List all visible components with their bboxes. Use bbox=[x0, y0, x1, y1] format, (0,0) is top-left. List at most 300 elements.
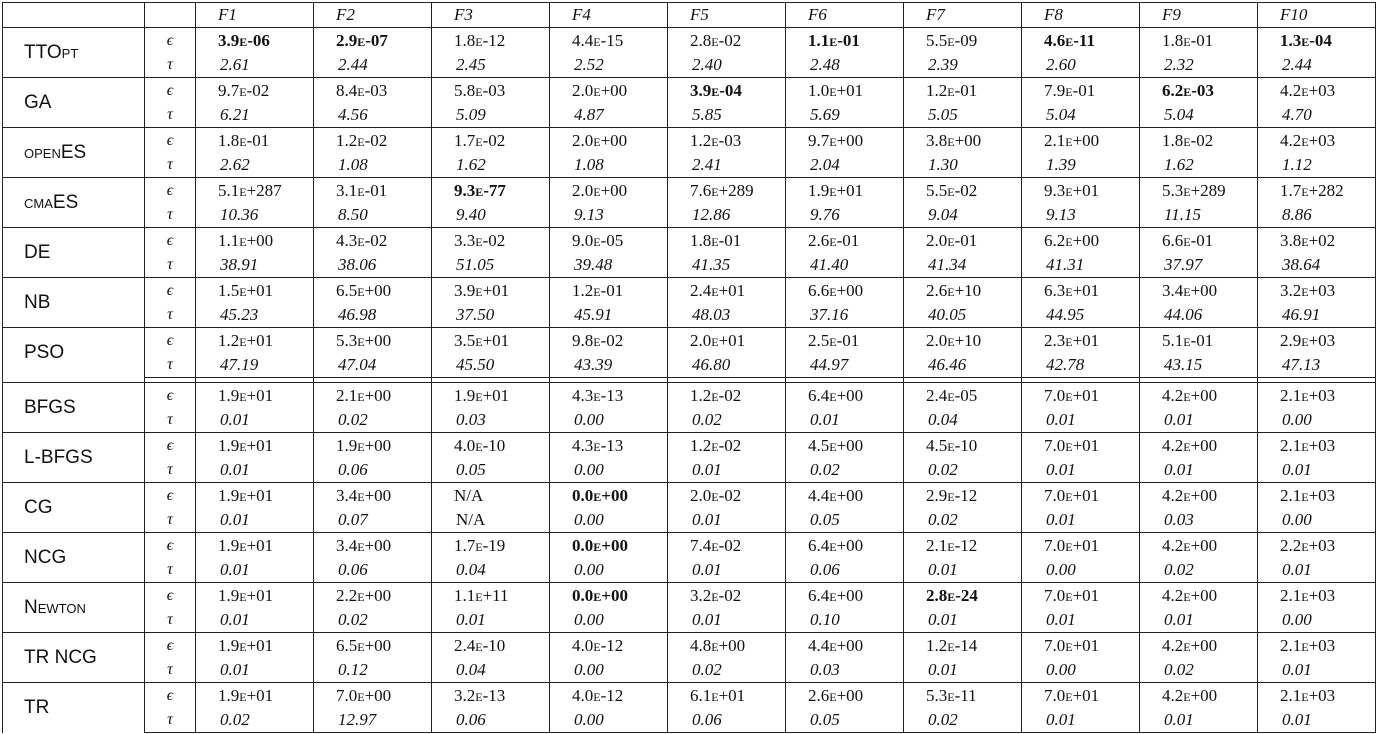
time-cell: 0.01 bbox=[196, 658, 314, 683]
time-cell: 0.00 bbox=[550, 508, 668, 533]
table-row-de-error bbox=[3, 228, 1376, 254]
time-cell: 0.06 bbox=[786, 558, 904, 583]
time-cell: 0.02 bbox=[1140, 658, 1258, 683]
error-cell: 4.8e+00 bbox=[668, 633, 786, 659]
time-cell: 0.02 bbox=[904, 708, 1022, 733]
error-cell: 7.0e+01 bbox=[1022, 583, 1140, 609]
results-table-body bbox=[3, 3, 1376, 733]
error-cell: 6.6e+00 bbox=[786, 278, 904, 304]
time-cell: 2.40 bbox=[668, 53, 786, 78]
time-cell: 4.70 bbox=[1258, 103, 1376, 128]
time-cell: 0.01 bbox=[1140, 408, 1258, 433]
error-cell: 2.6e-01 bbox=[786, 228, 904, 254]
tau-symbol: τ bbox=[145, 708, 196, 733]
error-cell: 4.2e+00 bbox=[1140, 683, 1258, 709]
error-cell: 4.3e-13 bbox=[550, 433, 668, 459]
error-cell: 1.3e-04 bbox=[1258, 28, 1376, 54]
time-cell: 0.02 bbox=[904, 508, 1022, 533]
error-cell: 9.3e-77 bbox=[432, 178, 550, 204]
time-cell: 0.00 bbox=[1022, 658, 1140, 683]
epsilon-symbol: ϵ bbox=[145, 633, 196, 659]
error-cell: 1.1e+00 bbox=[196, 228, 314, 254]
table-row-cg-error bbox=[3, 483, 1376, 509]
time-cell: 2.04 bbox=[786, 153, 904, 178]
error-cell: 2.3e+01 bbox=[1022, 328, 1140, 354]
time-cell: 0.04 bbox=[432, 658, 550, 683]
time-cell: 2.39 bbox=[904, 53, 1022, 78]
header-f7: F7 bbox=[904, 3, 1022, 28]
time-cell: 0.01 bbox=[1022, 408, 1140, 433]
time-cell: 4.87 bbox=[550, 103, 668, 128]
table-row-de-time bbox=[3, 253, 1376, 278]
time-cell: 1.12 bbox=[1258, 153, 1376, 178]
time-cell: 2.41 bbox=[668, 153, 786, 178]
error-cell: 3.4e+00 bbox=[314, 533, 432, 559]
table-row-pso-time bbox=[3, 353, 1376, 378]
time-cell: 0.01 bbox=[786, 408, 904, 433]
time-cell: 0.01 bbox=[1022, 458, 1140, 483]
error-cell: 4.3e-02 bbox=[314, 228, 432, 254]
error-cell: 1.9e+01 bbox=[196, 583, 314, 609]
error-cell: 3.3e-02 bbox=[432, 228, 550, 254]
error-cell: 1.8e-02 bbox=[1140, 128, 1258, 154]
tau-symbol: τ bbox=[145, 303, 196, 328]
error-cell: 1.2e-01 bbox=[904, 78, 1022, 104]
time-cell: 47.13 bbox=[1258, 353, 1376, 378]
time-cell: 46.91 bbox=[1258, 303, 1376, 328]
time-cell: 2.62 bbox=[196, 153, 314, 178]
table-row-ncg-error bbox=[3, 533, 1376, 559]
error-cell: 3.4e+00 bbox=[1140, 278, 1258, 304]
error-cell: 9.3e+01 bbox=[1022, 178, 1140, 204]
table-row-ga-error bbox=[3, 78, 1376, 104]
epsilon-symbol: ϵ bbox=[145, 583, 196, 609]
error-cell: 4.4e-15 bbox=[550, 28, 668, 54]
error-cell: 1.5e+01 bbox=[196, 278, 314, 304]
time-cell: 0.02 bbox=[786, 458, 904, 483]
time-cell: 0.02 bbox=[1140, 558, 1258, 583]
error-cell: 5.3e+289 bbox=[1140, 178, 1258, 204]
time-cell: 5.69 bbox=[786, 103, 904, 128]
time-cell: 41.35 bbox=[668, 253, 786, 278]
tau-symbol: τ bbox=[145, 508, 196, 533]
error-cell: 4.4e+00 bbox=[786, 633, 904, 659]
time-cell: 37.50 bbox=[432, 303, 550, 328]
table-row-nb-time bbox=[3, 303, 1376, 328]
tau-symbol: τ bbox=[145, 53, 196, 78]
error-cell: 3.9e-04 bbox=[668, 78, 786, 104]
time-cell: 0.02 bbox=[668, 658, 786, 683]
time-cell: 38.91 bbox=[196, 253, 314, 278]
method-name bbox=[3, 383, 145, 433]
time-cell: 0.12 bbox=[314, 658, 432, 683]
error-cell: 1.8e-12 bbox=[432, 28, 550, 54]
error-cell: 3.9e+01 bbox=[432, 278, 550, 304]
time-cell: 0.00 bbox=[550, 658, 668, 683]
epsilon-symbol: ϵ bbox=[145, 178, 196, 204]
table-row-cg-time bbox=[3, 508, 1376, 533]
time-cell: 37.97 bbox=[1140, 253, 1258, 278]
time-cell: 0.07 bbox=[314, 508, 432, 533]
error-cell: 1.9e+01 bbox=[196, 683, 314, 709]
error-cell: 1.9e+00 bbox=[314, 433, 432, 459]
method-name-label: TR NCG bbox=[24, 647, 97, 668]
error-cell: 2.4e+01 bbox=[668, 278, 786, 304]
epsilon-symbol: ϵ bbox=[145, 483, 196, 509]
time-cell: 0.01 bbox=[1140, 708, 1258, 733]
time-cell: 51.05 bbox=[432, 253, 550, 278]
error-cell: 4.4e+00 bbox=[786, 483, 904, 509]
time-cell: 0.01 bbox=[668, 458, 786, 483]
time-cell: 0.05 bbox=[786, 708, 904, 733]
error-cell: 1.2e-03 bbox=[668, 128, 786, 154]
table-row-ncg-time bbox=[3, 558, 1376, 583]
error-cell: 0.0e+00 bbox=[550, 583, 668, 609]
header-f2: F2 bbox=[314, 3, 432, 28]
error-cell: 4.2e+00 bbox=[1140, 533, 1258, 559]
time-cell: 40.05 bbox=[904, 303, 1022, 328]
error-cell: 9.7e+00 bbox=[786, 128, 904, 154]
error-cell: 1.2e-02 bbox=[314, 128, 432, 154]
time-cell: 5.04 bbox=[1140, 103, 1258, 128]
error-cell: 2.9e+03 bbox=[1258, 328, 1376, 354]
error-cell: 4.0e-10 bbox=[432, 433, 550, 459]
error-cell: 3.4e+00 bbox=[314, 483, 432, 509]
error-cell: 7.0e+01 bbox=[1022, 633, 1140, 659]
error-cell: 3.8e+00 bbox=[904, 128, 1022, 154]
time-cell: 44.06 bbox=[1140, 303, 1258, 328]
tau-symbol: τ bbox=[145, 608, 196, 633]
epsilon-symbol: ϵ bbox=[145, 433, 196, 459]
time-cell: 41.31 bbox=[1022, 253, 1140, 278]
error-cell: 4.2e+00 bbox=[1140, 633, 1258, 659]
time-cell: 11.15 bbox=[1140, 203, 1258, 228]
time-cell: 12.97 bbox=[314, 708, 432, 733]
error-cell: 2.9e-12 bbox=[904, 483, 1022, 509]
error-cell: 2.4e-05 bbox=[904, 383, 1022, 409]
error-cell: 4.2e+00 bbox=[1140, 483, 1258, 509]
error-cell: 2.9e-07 bbox=[314, 28, 432, 54]
time-cell: 0.01 bbox=[196, 608, 314, 633]
error-cell: 4.2e+03 bbox=[1258, 128, 1376, 154]
error-cell: 1.7e+282 bbox=[1258, 178, 1376, 204]
tau-symbol: τ bbox=[145, 658, 196, 683]
error-cell: 5.5e-02 bbox=[904, 178, 1022, 204]
table-row-ttopt-error bbox=[3, 28, 1376, 54]
error-cell: 2.1e+00 bbox=[314, 383, 432, 409]
error-cell: 1.9e+01 bbox=[196, 533, 314, 559]
error-cell: 2.2e+03 bbox=[1258, 533, 1376, 559]
error-cell: 1.8e-01 bbox=[668, 228, 786, 254]
method-name-label: DE bbox=[24, 242, 51, 263]
error-cell: 4.5e+00 bbox=[786, 433, 904, 459]
time-cell: 2.44 bbox=[1258, 53, 1376, 78]
time-cell: 8.86 bbox=[1258, 203, 1376, 228]
error-cell: 5.5e-09 bbox=[904, 28, 1022, 54]
error-cell: 7.0e+01 bbox=[1022, 383, 1140, 409]
time-cell: 0.01 bbox=[1258, 458, 1376, 483]
tau-symbol: τ bbox=[145, 353, 196, 378]
error-cell: 6.4e+00 bbox=[786, 533, 904, 559]
time-cell: 2.60 bbox=[1022, 53, 1140, 78]
time-cell: 0.00 bbox=[550, 608, 668, 633]
table-row-newton-time bbox=[3, 608, 1376, 633]
time-cell: 1.39 bbox=[1022, 153, 1140, 178]
method-name-label: CG bbox=[24, 497, 53, 518]
error-cell: 5.3e-11 bbox=[904, 683, 1022, 709]
error-cell: 2.8e-24 bbox=[904, 583, 1022, 609]
time-cell: 38.06 bbox=[314, 253, 432, 278]
error-cell: 2.0e+00 bbox=[550, 78, 668, 104]
error-cell: 1.8e-01 bbox=[1140, 28, 1258, 54]
error-cell: 2.1e+00 bbox=[1022, 128, 1140, 154]
error-cell: 6.4e+00 bbox=[786, 583, 904, 609]
error-cell: 4.2e+00 bbox=[1140, 433, 1258, 459]
time-cell: 9.13 bbox=[550, 203, 668, 228]
error-cell: 9.8e-02 bbox=[550, 328, 668, 354]
error-cell: 4.2e+00 bbox=[1140, 383, 1258, 409]
error-cell: 1.9e+01 bbox=[196, 383, 314, 409]
method-name-label: GA bbox=[24, 92, 52, 113]
time-cell: 0.00 bbox=[1258, 408, 1376, 433]
time-cell: 0.02 bbox=[196, 708, 314, 733]
header-method-cell bbox=[3, 3, 145, 28]
tau-symbol: τ bbox=[145, 408, 196, 433]
error-cell: 6.3e+01 bbox=[1022, 278, 1140, 304]
time-cell: 0.01 bbox=[668, 508, 786, 533]
table-row-l-bfgs-time bbox=[3, 458, 1376, 483]
time-cell: 10.36 bbox=[196, 203, 314, 228]
method-name bbox=[3, 433, 145, 483]
tau-symbol: τ bbox=[145, 103, 196, 128]
error-cell: N/A bbox=[432, 483, 550, 509]
time-cell: 41.34 bbox=[904, 253, 1022, 278]
time-cell: 5.04 bbox=[1022, 103, 1140, 128]
header-f9: F9 bbox=[1140, 3, 1258, 28]
method-name bbox=[3, 683, 145, 733]
error-cell: 2.0e+01 bbox=[668, 328, 786, 354]
method-name bbox=[3, 278, 145, 328]
method-name bbox=[3, 178, 145, 228]
error-cell: 3.1e-01 bbox=[314, 178, 432, 204]
time-cell: 1.30 bbox=[904, 153, 1022, 178]
table-row-tr-error bbox=[3, 683, 1376, 709]
epsilon-symbol: ϵ bbox=[145, 328, 196, 354]
epsilon-symbol: ϵ bbox=[145, 278, 196, 304]
time-cell: 0.06 bbox=[668, 708, 786, 733]
time-cell: 0.03 bbox=[786, 658, 904, 683]
time-cell: 2.52 bbox=[550, 53, 668, 78]
error-cell: 2.1e+03 bbox=[1258, 683, 1376, 709]
time-cell: 2.48 bbox=[786, 53, 904, 78]
error-cell: 3.8e+02 bbox=[1258, 228, 1376, 254]
error-cell: 9.0e-05 bbox=[550, 228, 668, 254]
time-cell: 0.02 bbox=[314, 408, 432, 433]
header-f5: F5 bbox=[668, 3, 786, 28]
time-cell: 0.02 bbox=[904, 458, 1022, 483]
error-cell: 3.2e-02 bbox=[668, 583, 786, 609]
error-cell: 1.8e-01 bbox=[196, 128, 314, 154]
time-cell: 0.01 bbox=[1258, 558, 1376, 583]
time-cell: 0.00 bbox=[1022, 558, 1140, 583]
header-row bbox=[3, 3, 1376, 28]
error-cell: 6.2e+00 bbox=[1022, 228, 1140, 254]
error-cell: 1.2e+01 bbox=[196, 328, 314, 354]
tau-symbol: τ bbox=[145, 458, 196, 483]
error-cell: 1.9e+01 bbox=[196, 633, 314, 659]
error-cell: 5.1e-01 bbox=[1140, 328, 1258, 354]
table-row-bfgs-time bbox=[3, 408, 1376, 433]
time-cell: 0.02 bbox=[668, 408, 786, 433]
header-f1: F1 bbox=[196, 3, 314, 28]
table-row-cmaes-time bbox=[3, 203, 1376, 228]
time-cell: 5.09 bbox=[432, 103, 550, 128]
error-cell: 4.0e-12 bbox=[550, 633, 668, 659]
error-cell: 7.0e+00 bbox=[314, 683, 432, 709]
error-cell: 7.0e+01 bbox=[1022, 433, 1140, 459]
error-cell: 2.1e-12 bbox=[904, 533, 1022, 559]
time-cell: 44.97 bbox=[786, 353, 904, 378]
time-cell: 9.04 bbox=[904, 203, 1022, 228]
time-cell: 2.32 bbox=[1140, 53, 1258, 78]
error-cell: 3.2e-13 bbox=[432, 683, 550, 709]
time-cell: 47.04 bbox=[314, 353, 432, 378]
error-cell: 2.5e-01 bbox=[786, 328, 904, 354]
tau-symbol: τ bbox=[145, 153, 196, 178]
table-row-tr-ncg-error bbox=[3, 633, 1376, 659]
time-cell: 2.44 bbox=[314, 53, 432, 78]
time-cell: 1.62 bbox=[1140, 153, 1258, 178]
error-cell: 4.3e-13 bbox=[550, 383, 668, 409]
epsilon-symbol: ϵ bbox=[145, 78, 196, 104]
error-cell: 3.2e+03 bbox=[1258, 278, 1376, 304]
error-cell: 1.2e-14 bbox=[904, 633, 1022, 659]
table-row-l-bfgs-error bbox=[3, 433, 1376, 459]
error-cell: 2.6e+00 bbox=[786, 683, 904, 709]
time-cell: 43.39 bbox=[550, 353, 668, 378]
time-cell: 6.21 bbox=[196, 103, 314, 128]
time-cell: 37.16 bbox=[786, 303, 904, 328]
error-cell: 2.1e+03 bbox=[1258, 583, 1376, 609]
table-row-nb-error bbox=[3, 278, 1376, 304]
time-cell: 45.91 bbox=[550, 303, 668, 328]
method-name bbox=[3, 633, 145, 683]
error-cell: 4.5e-10 bbox=[904, 433, 1022, 459]
time-cell: 0.01 bbox=[432, 608, 550, 633]
time-cell: 0.01 bbox=[904, 608, 1022, 633]
time-cell: 0.05 bbox=[432, 458, 550, 483]
error-cell: 5.8e-03 bbox=[432, 78, 550, 104]
error-cell: 1.2e-02 bbox=[668, 383, 786, 409]
error-cell: 2.1e+03 bbox=[1258, 633, 1376, 659]
error-cell: 7.4e-02 bbox=[668, 533, 786, 559]
header-f10: F10 bbox=[1258, 3, 1376, 28]
error-cell: 2.4e-10 bbox=[432, 633, 550, 659]
time-cell: 0.01 bbox=[1140, 458, 1258, 483]
method-name bbox=[3, 28, 145, 78]
method-name-label: L-BFGS bbox=[24, 447, 93, 468]
tau-symbol: τ bbox=[145, 253, 196, 278]
time-cell: 0.06 bbox=[432, 708, 550, 733]
error-cell: 5.1e+287 bbox=[196, 178, 314, 204]
time-cell: 0.00 bbox=[1258, 608, 1376, 633]
error-cell: 1.9e+01 bbox=[786, 178, 904, 204]
time-cell: 0.00 bbox=[1258, 508, 1376, 533]
error-cell: 2.8e-02 bbox=[668, 28, 786, 54]
time-cell: 9.76 bbox=[786, 203, 904, 228]
error-cell: 7.9e-01 bbox=[1022, 78, 1140, 104]
time-cell: 0.10 bbox=[786, 608, 904, 633]
time-cell: 0.00 bbox=[550, 558, 668, 583]
error-cell: 6.5e+00 bbox=[314, 278, 432, 304]
time-cell: 0.01 bbox=[668, 558, 786, 583]
time-cell: 0.00 bbox=[550, 408, 668, 433]
time-cell: 0.01 bbox=[1022, 708, 1140, 733]
error-cell: 2.0e+10 bbox=[904, 328, 1022, 354]
time-cell: 5.05 bbox=[904, 103, 1022, 128]
method-name bbox=[3, 328, 145, 378]
error-cell: 7.0e+01 bbox=[1022, 533, 1140, 559]
header-symbol-cell bbox=[145, 3, 196, 28]
error-cell: 6.4e+00 bbox=[786, 383, 904, 409]
error-cell: 4.2e+03 bbox=[1258, 78, 1376, 104]
error-cell: 9.7e-02 bbox=[196, 78, 314, 104]
time-cell: 0.04 bbox=[432, 558, 550, 583]
time-cell: 0.00 bbox=[550, 458, 668, 483]
table-row-cmaes-error bbox=[3, 178, 1376, 204]
error-cell: 2.0e-01 bbox=[904, 228, 1022, 254]
time-cell: 5.85 bbox=[668, 103, 786, 128]
time-cell: 0.01 bbox=[196, 508, 314, 533]
error-cell: 2.1e+03 bbox=[1258, 383, 1376, 409]
epsilon-symbol: ϵ bbox=[145, 683, 196, 709]
results-table bbox=[2, 2, 1376, 733]
error-cell: 2.0e+00 bbox=[550, 128, 668, 154]
method-name bbox=[3, 78, 145, 128]
time-cell: 48.03 bbox=[668, 303, 786, 328]
table-row-openes-time bbox=[3, 153, 1376, 178]
error-cell: 1.2e-02 bbox=[668, 433, 786, 459]
time-cell: 0.01 bbox=[196, 558, 314, 583]
method-name bbox=[3, 583, 145, 633]
error-cell: 2.0e+00 bbox=[550, 178, 668, 204]
error-cell: 1.0e+01 bbox=[786, 78, 904, 104]
header-f4: F4 bbox=[550, 3, 668, 28]
error-cell: 2.6e+10 bbox=[904, 278, 1022, 304]
error-cell: 0.0e+00 bbox=[550, 533, 668, 559]
time-cell: 0.01 bbox=[904, 658, 1022, 683]
error-cell: 1.7e-19 bbox=[432, 533, 550, 559]
method-name-label: NB bbox=[24, 292, 51, 313]
error-cell: 1.9e+01 bbox=[196, 483, 314, 509]
method-name-label: openES bbox=[24, 142, 87, 163]
time-cell: 12.86 bbox=[668, 203, 786, 228]
time-cell: 0.01 bbox=[1258, 658, 1376, 683]
method-name-label: Newton bbox=[24, 597, 86, 618]
table-row-ga-time bbox=[3, 103, 1376, 128]
error-cell: 1.1e-01 bbox=[786, 28, 904, 54]
time-cell: 0.01 bbox=[904, 558, 1022, 583]
time-cell: 0.01 bbox=[1022, 508, 1140, 533]
time-cell: 0.06 bbox=[314, 458, 432, 483]
time-cell: 0.00 bbox=[550, 708, 668, 733]
tau-symbol: τ bbox=[145, 203, 196, 228]
tau-symbol: τ bbox=[145, 558, 196, 583]
time-cell: 0.03 bbox=[432, 408, 550, 433]
method-name-label: cmaES bbox=[24, 192, 79, 213]
error-cell: 1.9e+01 bbox=[196, 433, 314, 459]
time-cell: 46.46 bbox=[904, 353, 1022, 378]
